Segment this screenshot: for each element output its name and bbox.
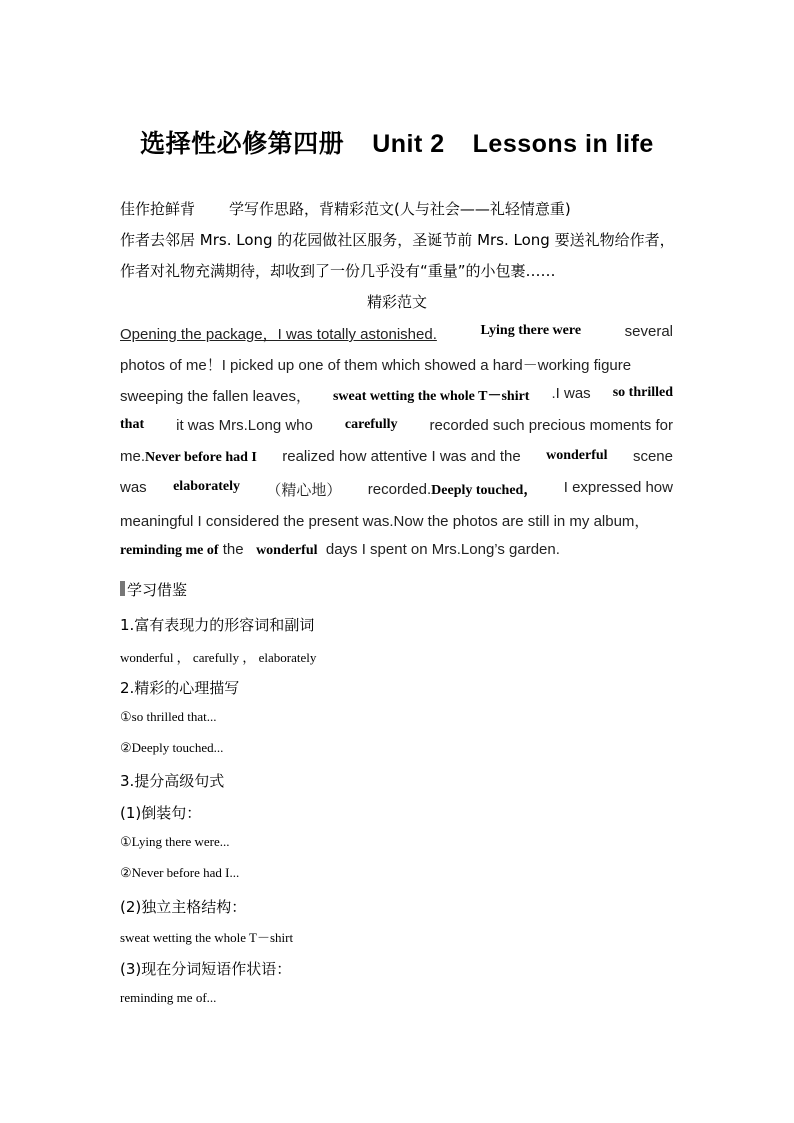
intro-desc: 学写作思路，背精彩范文(人与社会——礼轻情意重): [229, 200, 571, 218]
section-marker-icon: [120, 581, 125, 596]
essay-line-2: photos of me！I picked up one of them which showed a hard－working figure: [120, 357, 632, 374]
essay-text: was: [120, 479, 147, 496]
essay-bold: Never before had I: [145, 450, 257, 465]
essay-bold: sweat wetting the whole T－shirt: [332, 389, 530, 404]
essay-text: Opening the package，I was totally astonished.: [120, 326, 437, 343]
essay-line-3: [120, 385, 673, 406]
essay-bold: wonderful: [546, 448, 608, 463]
essay-line-8: [120, 541, 560, 559]
page-title: [0, 124, 794, 160]
study-section-1: 1.富有表现力的形容词和副词: [120, 616, 315, 634]
essay-text: .I was: [551, 385, 591, 402]
study-section-3-2: (2)独立主格结构：: [120, 898, 247, 916]
essay-text: recorded such precious moments for: [429, 417, 673, 434]
study-section-2-item: ②Deeply touched...: [120, 740, 224, 755]
title-cn: 选择性必修第四册: [140, 130, 345, 158]
intro-summary-1: 作者去邻居 Mrs. Long 的花园做社区服务，圣诞节前 Mrs. Long 要送礼物给作者，: [120, 231, 675, 249]
intro-line: [120, 198, 571, 219]
essay-text: it was Mrs.Long who: [176, 417, 313, 434]
essay-line-5: [120, 448, 673, 466]
essay-text: scene: [632, 448, 673, 465]
study-section-3: 3.提分高级句式: [120, 772, 225, 790]
study-section-2-item: ①so thrilled that...: [120, 709, 217, 724]
essay-text: the: [222, 541, 244, 558]
essay-bold: wonderful: [256, 543, 318, 558]
study-section-3-2-item: sweat wetting the whole T－shirt: [120, 930, 294, 945]
study-heading-text: 学习借鉴: [127, 581, 188, 599]
study-section-3-1-item: ②Never before had I...: [120, 865, 240, 880]
intro-tag: 佳作抢鲜背: [120, 200, 196, 218]
essay-bold: elaborately: [173, 479, 240, 494]
essay-line-6: [120, 479, 673, 500]
essay-line-4: [120, 417, 673, 434]
essay-text: several: [624, 323, 673, 340]
study-section-1-items: wonderful ， carefully ， elaborately: [120, 650, 317, 665]
essay-bold: Deeply touched，: [431, 483, 538, 498]
title-lesson: Lessons in life: [472, 130, 654, 158]
essay-text: days I spent on Mrs.Long’s garden.: [325, 541, 560, 558]
study-heading: [120, 579, 187, 600]
study-section-3-3-item: reminding me of...: [120, 990, 217, 1005]
title-unit: Unit 2: [372, 130, 445, 158]
essay-line-1: [120, 323, 673, 344]
essay-line-7: meaningful I considered the present was.Now the photos are still in my album，: [120, 513, 650, 530]
essay-bold: Lying there were: [480, 323, 582, 338]
study-section-3-3: (3)现在分词短语作状语：: [120, 960, 292, 978]
essay-text: me.: [120, 448, 146, 465]
essay-text: realized how attentive I was and the: [282, 448, 521, 465]
intro-summary-2: 作者对礼物充满期待，却收到了一份几乎没有“重量”的小包裹……: [120, 262, 556, 280]
essay-bold: reminding me of: [120, 543, 219, 558]
essay-heading: 精彩范文: [366, 293, 427, 311]
essay-text: （精心地）: [266, 481, 342, 499]
study-section-2: 2.精彩的心理描写: [120, 679, 240, 697]
essay-text: sweeping the fallen leaves，: [120, 388, 311, 405]
essay-text: I expressed how: [563, 479, 673, 496]
essay-bold: that: [120, 417, 145, 432]
essay-text: recorded.: [367, 481, 432, 498]
study-section-3-1-item: ①Lying there were...: [120, 834, 230, 849]
essay-bold: carefully: [344, 417, 398, 432]
essay-bold: so thrilled: [612, 385, 673, 400]
study-section-3-1: (1)倒装句：: [120, 804, 202, 822]
